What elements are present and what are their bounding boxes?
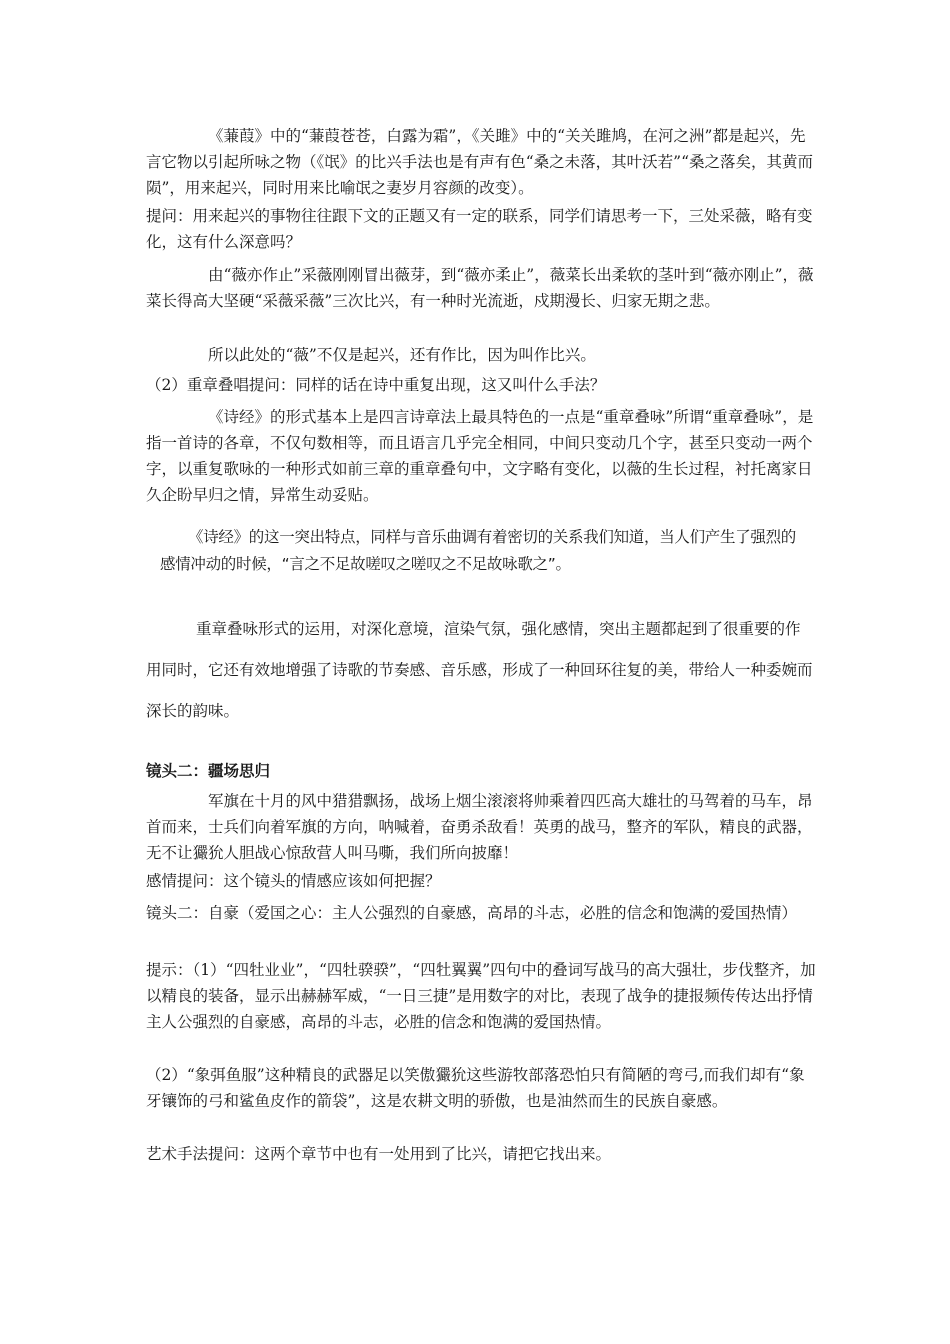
paragraph-bixing: 所以此处的“薇”不仅是起兴，还有作比，因为叫作比兴。 — [208, 346, 596, 364]
paragraph-question-caiwei: 提问：用来起兴的事物往往跟下文的正题又有一定的联系，同学们请思考一下，三处采薇，略有变化，这有什么深意吗？ — [146, 207, 813, 251]
section-heading-shot-two: 镜头二：疆场思归 — [146, 761, 271, 780]
paragraph-music-relation: 《诗经》的这一突出特点，同样与音乐曲调有着密切的关系我们知道，当人们产生了强烈的感情冲动的时候，“言之不足故嗟叹之嗟叹之不足故咏歌之”。 — [160, 528, 797, 573]
paragraph-hint-two: （2）“象弭鱼服”这种精良的武器足以笑傲玁狁这些游牧部落恐怕只有简陋的弯弓,而我们却有“象牙镶饰的弓和鲨鱼皮作的箭袋”，这是农耕文明的骄傲，也是油然而生的民族自豪感。 — [146, 1066, 805, 1110]
paragraph-chongzhang-question: （2）重章叠唱提问：同样的话在诗中重复出现，这又叫什么手法？ — [146, 376, 606, 394]
paragraph-emotion-question: 感情提问：这个镜头的情感应该如何把握？ — [146, 872, 441, 890]
paragraph-art-question: 艺术手法提问：这两个章节中也有一处用到了比兴，请把它找出来。 — [146, 1145, 612, 1163]
paragraph-hint-one: 提示：（1）“四牡业业”，“四牡骙骙”，“四牡翼翼”四句中的叠词写战马的高大强壮，步伐整齐，加以精良的装备，显示出赫赫军威，“一日三捷”是用数字的对比，表现了战争的捷报频传传达出抒情主人公强烈的自豪感，高昂的斗志，必胜的信念和饱满的爱国热情。 — [146, 961, 816, 1031]
paragraph-chongzhang-effect: 重章叠咏形式的运用，对深化意境，渲染气氛，强化感情，突出主题都起到了很重要的作用同时，它还有效地增强了诗歌的节奏感、音乐感，形成了一种回环往复的美，带给人一种委婉而深长的韵味。 — [146, 620, 813, 720]
paragraph-shijing-form: 《诗经》的形式基本上是四言诗章法上最具特色的一点是“重章叠咏”所谓“重章叠咏”，是指一首诗的各章，不仅句数相等，而且语言几乎完全相同，中间只变动几个字，甚至只变动一两个字，以重复歌咏的一种形式如前三章的重章叠句中，文字略有变化，以薇的生长过程，衬托离家日久企盼早归之情，异常生动妥贴。 — [146, 408, 814, 504]
paragraph-pride: 镜头二：自豪（爱国之心：主人公强烈的自豪感，高昂的斗志，必胜的信念和饱满的爱国热情） — [146, 904, 798, 922]
paragraph-wei-growth: 由“薇亦作止”采薇刚刚冒出薇芽，到“薇亦柔止”，薇菜长出柔软的茎叶到“薇亦刚止”，薇菜长得高大坚硬“采薇采薇”三次比兴，有一种时光流逝，戍期漫长、归家无期之悲。 — [146, 266, 814, 310]
paragraph-battlefield: 军旗在十月的风中猎猎飘扬，战场上烟尘滚滚将帅乘着四匹高大雄壮的马驾着的马车，昂首而来，士兵们向着军旗的方向，呐喊着，奋勇杀敌看！英勇的战马，整齐的军队，精良的武器，无不让玁狁人胆战心惊敌营人叫马嘶，我们所向披靡！ — [146, 792, 813, 862]
paragraph-qixing-examples: 《蒹葭》中的“蒹葭苍苍，白露为霜”，《关雎》中的“关关雎鸠，在河之洲”都是起兴，先言它物以引起所咏之物（《氓》的比兴手法也是有声有色“桑之未落，其叶沃若”“桑之落矣，其黄而陨”，用来起兴，同时用来比喻氓之妻岁月容颜的改变）。 — [146, 127, 814, 197]
